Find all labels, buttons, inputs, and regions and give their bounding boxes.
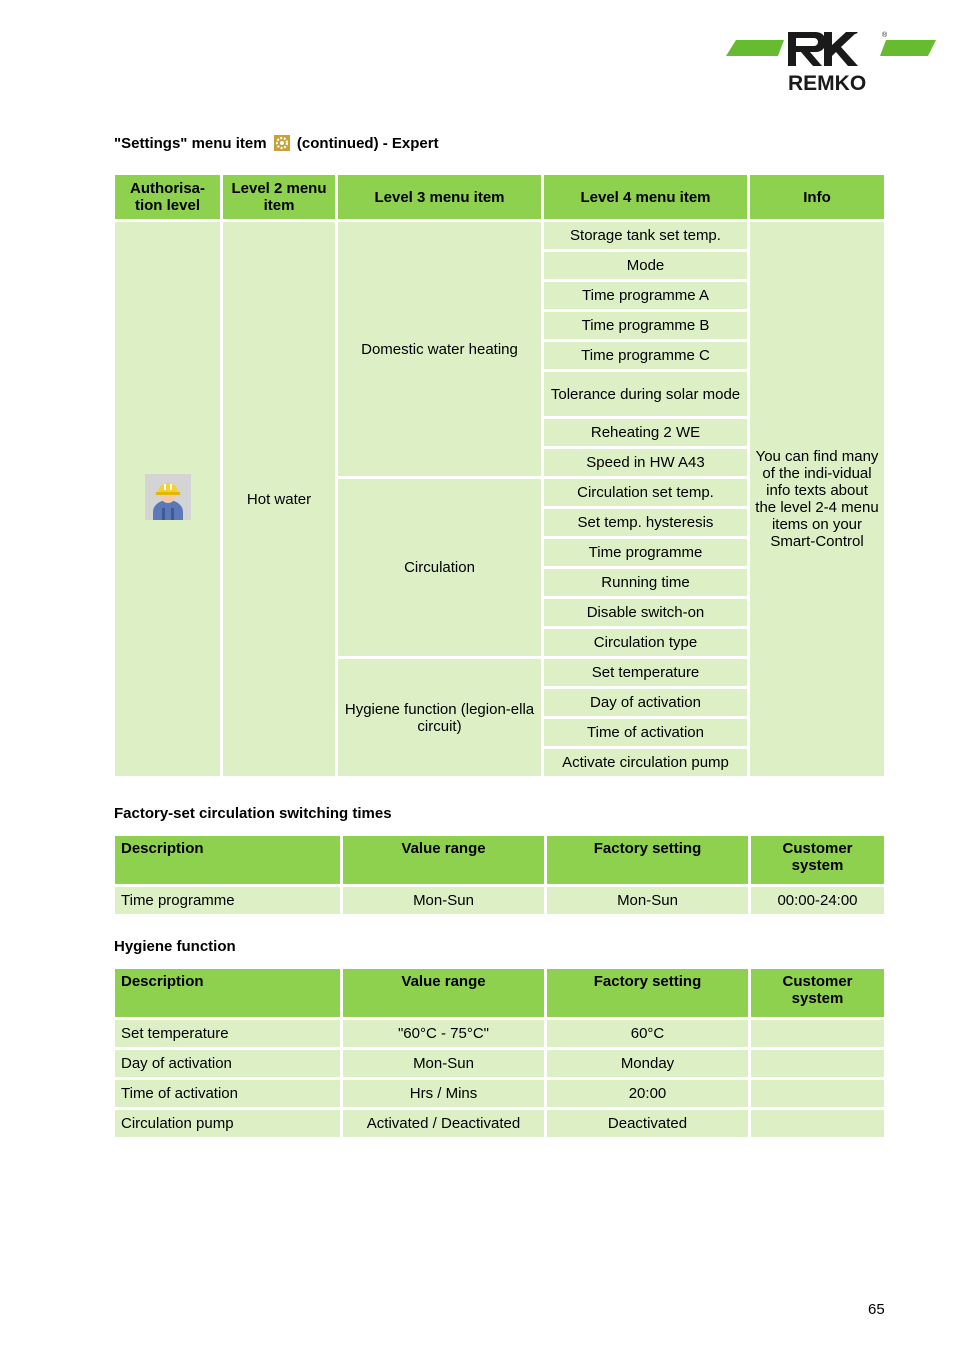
level4-item: Time of activation <box>544 719 747 746</box>
header-factory-setting: Factory setting <box>547 836 748 884</box>
level4-item: Tolerance during solar mode <box>544 372 747 416</box>
level4-item: Speed in HW A43 <box>544 449 747 476</box>
level2-cell: Hot water <box>223 222 335 776</box>
header-info: Info <box>750 175 884 219</box>
table-row: Circulation pump Activated / Deactivated Deactivated <box>115 1110 884 1137</box>
section-heading-switching-times: Factory-set circulation switching times <box>114 805 392 822</box>
level4-item: Storage tank set temp. <box>544 222 747 249</box>
header-description: Description <box>115 969 340 1017</box>
header-customer-system: Customer system <box>751 969 884 1017</box>
info-cell: You can find many of the indi-vidual info texts about the level 2-4 menu items on your Smart-Control <box>750 222 884 776</box>
level4-item: Time programme C <box>544 342 747 369</box>
header-level-4: Level 4 menu item <box>544 175 747 219</box>
authorisation-cell <box>115 222 220 776</box>
level4-item: Circulation set temp. <box>544 479 747 506</box>
svg-text:®: ® <box>882 32 888 39</box>
level3-circulation: Circulation <box>338 479 541 656</box>
level4-item: Mode <box>544 252 747 279</box>
table-row: Set temperature "60°C - 75°C" 60°C <box>115 1020 884 1047</box>
header-value-range: Value range <box>343 836 544 884</box>
section-heading-hygiene: Hygiene function <box>114 938 236 955</box>
level3-domestic-water: Domestic water heating <box>338 222 541 476</box>
level4-item: Time programme B <box>544 312 747 339</box>
gear-icon <box>274 135 290 151</box>
level4-item: Time programme <box>544 539 747 566</box>
hygiene-function-table <box>112 966 887 1140</box>
level4-item: Set temperature <box>544 659 747 686</box>
table-row: Time programme Mon-Sun Mon-Sun 00:00-24:00 <box>115 887 884 914</box>
section-heading-settings: "Settings" menu item (continued) - Expert <box>114 135 439 152</box>
header-factory-setting: Factory setting <box>547 969 748 1017</box>
remko-logo <box>724 28 938 94</box>
level4-item: Set temp. hysteresis <box>544 509 747 536</box>
level4-item: Day of activation <box>544 689 747 716</box>
header-level-2: Level 2 menu item <box>223 175 335 219</box>
header-customer-system: Customer system <box>751 836 884 884</box>
header-value-range: Value range <box>343 969 544 1017</box>
settings-menu-table <box>112 172 887 779</box>
table-row: Day of activation Mon-Sun Monday <box>115 1050 884 1077</box>
level4-item: Running time <box>544 569 747 596</box>
expert-worker-icon <box>145 474 191 520</box>
level4-item: Reheating 2 WE <box>544 419 747 446</box>
page-number: 65 <box>868 1301 885 1318</box>
header-description: Description <box>115 836 340 884</box>
level4-item: Time programme A <box>544 282 747 309</box>
level3-hygiene: Hygiene function (legion-ella circuit) <box>338 659 541 776</box>
level4-item: Circulation type <box>544 629 747 656</box>
header-authorisation-level: Authorisa-tion level <box>115 175 220 219</box>
level4-item: Disable switch-on <box>544 599 747 626</box>
switching-times-table <box>112 833 887 917</box>
brand-name: REMKO <box>788 72 867 94</box>
header-level-3: Level 3 menu item <box>338 175 541 219</box>
table-row: Time of activation Hrs / Mins 20:00 <box>115 1080 884 1107</box>
level4-item: Activate circulation pump <box>544 749 747 776</box>
